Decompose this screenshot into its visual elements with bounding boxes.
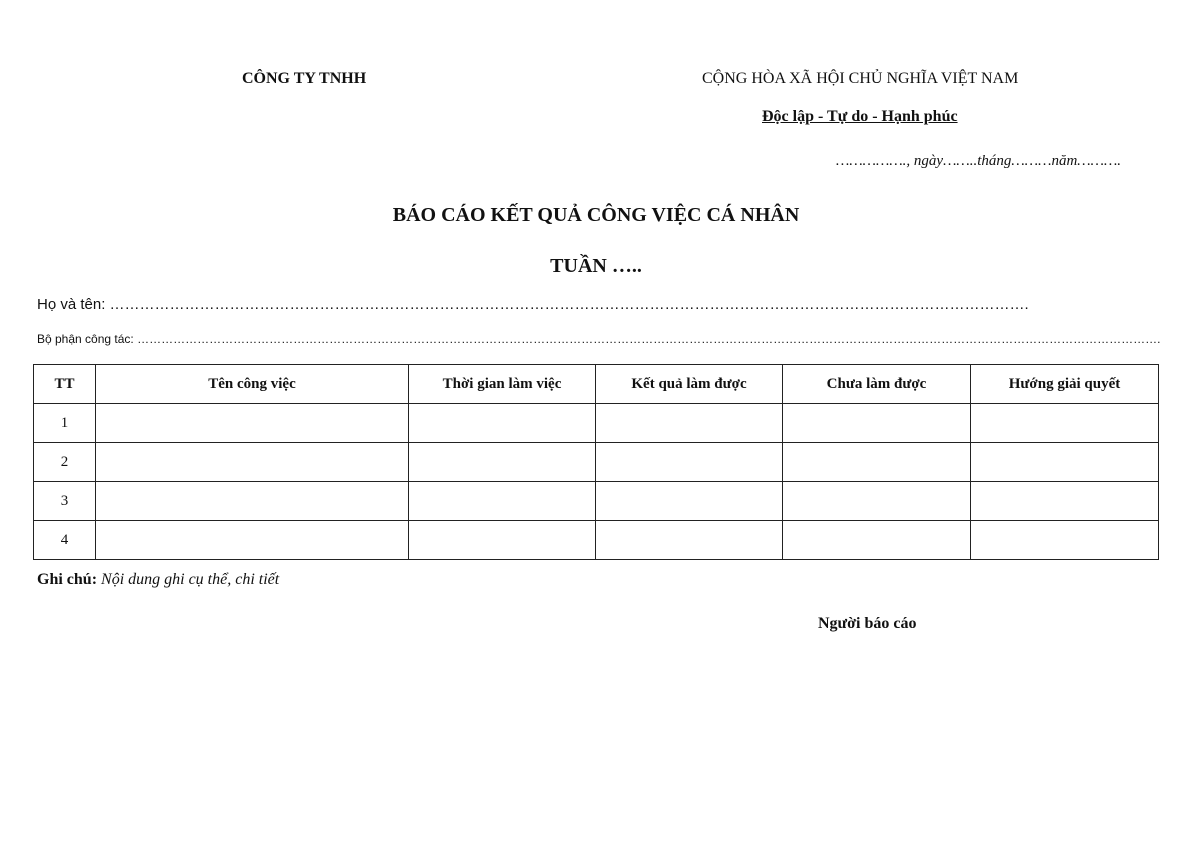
cell-result[interactable]: [596, 443, 783, 482]
cell-not-done[interactable]: [783, 521, 971, 560]
cell-task-name[interactable]: [96, 404, 409, 443]
department-label: Bộ phận công tác:: [37, 332, 134, 346]
cell-result[interactable]: [596, 521, 783, 560]
cell-not-done[interactable]: [783, 443, 971, 482]
col-header-solution: Hướng giải quyết: [971, 365, 1159, 404]
cell-task-name[interactable]: [96, 443, 409, 482]
col-header-tt: TT: [34, 365, 96, 404]
col-header-not-done: Chưa làm được: [783, 365, 971, 404]
row-number: 4: [34, 521, 96, 560]
col-header-work-time: Thời gian làm việc: [409, 365, 596, 404]
table-row: [34, 482, 1159, 521]
note-line: [37, 571, 279, 589]
table-row: [34, 404, 1159, 443]
cell-result[interactable]: [596, 404, 783, 443]
name-field: [37, 296, 1029, 313]
nation-heading: CỘNG HÒA XÃ HỘI CHỦ NGHĨA VIỆT NAM: [702, 70, 1019, 87]
date-line: ……………., ngày……..tháng………năm……….: [836, 153, 1122, 169]
row-number: 1: [34, 404, 96, 443]
table-row: [34, 521, 1159, 560]
report-week: TUẦN …..: [550, 255, 642, 277]
cell-not-done[interactable]: [783, 404, 971, 443]
work-report-table: [33, 364, 1159, 560]
cell-work-time[interactable]: [409, 404, 596, 443]
report-title: BÁO CÁO KẾT QUẢ CÔNG VIỆC CÁ NHÂN: [392, 204, 800, 226]
cell-result[interactable]: [596, 482, 783, 521]
note-text: Nội dung ghi cụ thể, chi tiết: [101, 571, 280, 588]
department-field: [37, 332, 1160, 346]
cell-work-time[interactable]: [409, 443, 596, 482]
department-blank: ………………………………………………………………………………………………………………………………………………………………………………………………………………………………….: [137, 332, 1161, 346]
reporter-signature-label: Người báo cáo: [818, 615, 917, 632]
cell-work-time[interactable]: [409, 482, 596, 521]
name-blank: ………………………………………………………………………………………………………………………………………………………………….: [109, 296, 1029, 313]
row-number: 2: [34, 443, 96, 482]
cell-task-name[interactable]: [96, 521, 409, 560]
cell-solution[interactable]: [971, 482, 1159, 521]
name-label: Họ và tên:: [37, 296, 106, 313]
table-row: [34, 443, 1159, 482]
cell-work-time[interactable]: [409, 521, 596, 560]
row-number: 3: [34, 482, 96, 521]
company-name: CÔNG TY TNHH: [242, 70, 367, 87]
table-header-row: [34, 365, 1159, 404]
cell-solution[interactable]: [971, 404, 1159, 443]
cell-solution[interactable]: [971, 443, 1159, 482]
cell-solution[interactable]: [971, 521, 1159, 560]
col-header-result: Kết quả làm được: [596, 365, 783, 404]
cell-not-done[interactable]: [783, 482, 971, 521]
note-label: Ghi chú:: [37, 571, 98, 588]
cell-task-name[interactable]: [96, 482, 409, 521]
national-motto: Độc lập - Tự do - Hạnh phúc: [762, 108, 958, 125]
col-header-task-name: Tên công việc: [96, 365, 409, 404]
